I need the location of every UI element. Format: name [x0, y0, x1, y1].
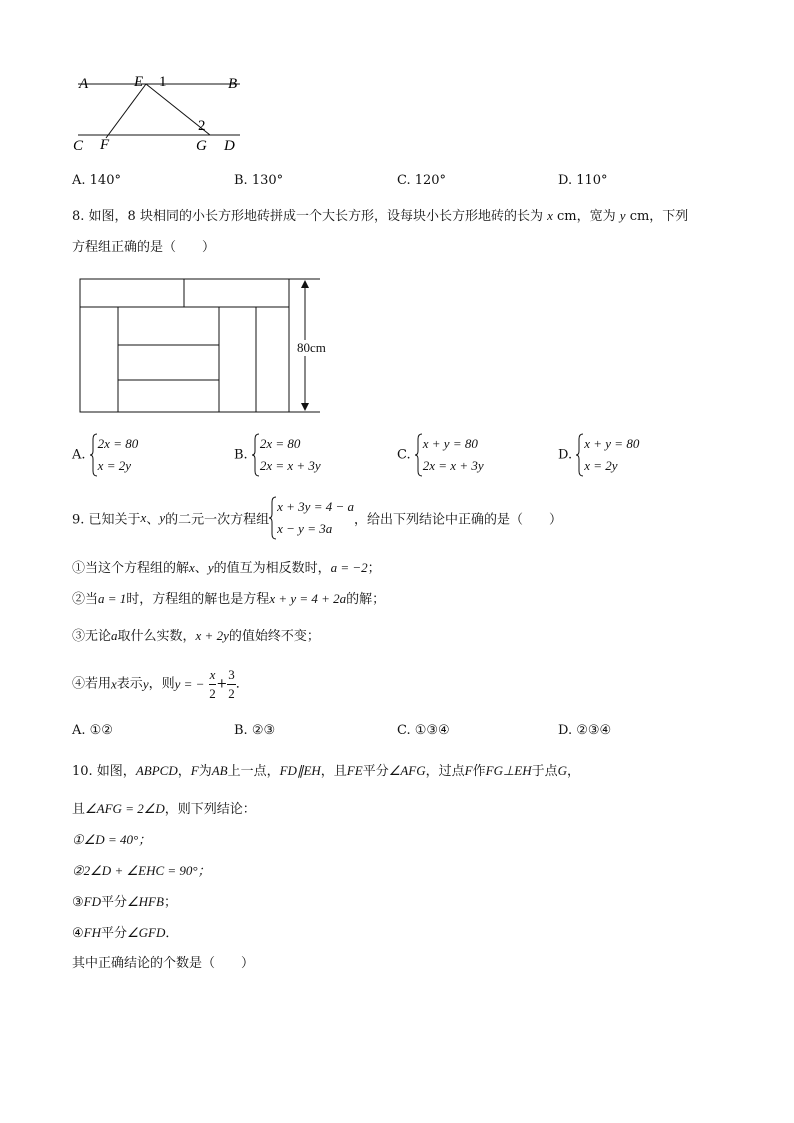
math: ∠GFD — [127, 925, 166, 940]
q9-option-d: D. ②③④ — [558, 723, 612, 738]
var-y: y — [619, 208, 626, 223]
q8-stem-line2: 方程组正确的是（ ） — [72, 240, 216, 255]
text: ， — [567, 764, 581, 779]
q10-conclusion-1: ①∠D = 40°； — [72, 832, 152, 847]
q9-text: 、 — [146, 512, 160, 528]
equation: x + 3y = 4 − a — [277, 499, 354, 514]
var-y: y — [159, 510, 166, 525]
option-letter: A. — [72, 447, 86, 463]
math: FE — [346, 763, 363, 778]
text: 的值始终不变； — [228, 629, 320, 644]
label-e: E — [134, 74, 144, 90]
q9-statement-3 — [72, 625, 320, 644]
var-x: x — [111, 676, 117, 692]
math: a = −2 — [330, 560, 368, 575]
text: ④ — [72, 926, 84, 941]
label-a: A — [79, 76, 89, 92]
q9-stem — [72, 496, 562, 540]
q9-text: 的二元一次方程组 — [165, 512, 270, 528]
text: ， — [177, 764, 191, 779]
q8-figure — [78, 276, 328, 416]
math: ∠AFG = 2∠D — [85, 801, 165, 816]
numerator: 3 — [227, 666, 236, 685]
math: F — [464, 763, 473, 778]
option-letter: B. — [234, 447, 248, 463]
q8-text: 8. 如图，8 块相同的小长方形地砖拼成一个大长方形，设每块小长方形地砖的长为 — [72, 209, 543, 224]
text: 、 — [194, 561, 208, 576]
math: ∠AFG — [388, 763, 426, 778]
option-letter: C. — [397, 447, 411, 463]
math: FG⊥EH — [485, 763, 532, 778]
text: 上一点， — [227, 764, 280, 779]
denominator: 2 — [228, 686, 235, 701]
var-x: x — [547, 208, 553, 223]
q9-option-b: B. ②③ — [234, 723, 276, 738]
math: AB — [135, 763, 152, 778]
fraction-3-over-2 — [227, 666, 236, 703]
text: ． — [165, 926, 179, 941]
var-x: x — [189, 560, 195, 575]
q8-stem-line1 — [72, 205, 688, 224]
q7-option-b: B. 130° — [234, 173, 284, 188]
q10-conclusion-2: ②2∠D + ∠EHC = 90°； — [72, 863, 211, 878]
label-b: B — [228, 76, 238, 92]
q10-question: 其中正确结论的个数是（ ） — [72, 956, 255, 971]
q9-system — [269, 496, 354, 540]
operator: + — [216, 676, 228, 692]
text: 于点 — [531, 764, 558, 779]
q8-dimension-label: 80cm — [297, 340, 326, 355]
q7-option-d: D. 110° — [558, 173, 608, 188]
text: ； — [367, 561, 381, 576]
math: a — [111, 628, 118, 643]
math: x + 2y — [195, 628, 229, 643]
equation: x = 2y — [97, 458, 131, 473]
math: P — [151, 763, 160, 778]
equation: 2x = x + 3y — [422, 458, 484, 473]
equation: 2x = 80 — [97, 436, 139, 451]
math: F — [190, 763, 199, 778]
text: 的值互为相反数时， — [213, 561, 331, 576]
q9-text: ，给出下列结论中正确的是（ ） — [354, 512, 563, 528]
math: G — [557, 763, 568, 778]
text: 表示 — [116, 676, 143, 692]
text: ； — [163, 895, 177, 910]
text: ． — [235, 676, 249, 692]
text: 时，方程组的解也是方程 — [126, 592, 270, 607]
var-x: x — [140, 510, 147, 525]
math: x + y = 4 + 2a — [269, 591, 347, 606]
equation: x − y = 3a — [277, 521, 333, 536]
text: ①当这个方程组的解 — [72, 561, 190, 576]
q10-conclusion-3 — [72, 891, 177, 910]
q9-text: 9. 已知关于 — [72, 512, 141, 528]
line-ef — [106, 84, 146, 138]
equation: x + y = 80 — [422, 436, 478, 451]
q7-option-c: C. 120° — [397, 173, 447, 188]
var-y: y — [207, 560, 214, 575]
text: 平分 — [101, 926, 128, 941]
q9-option-a: A. ①② — [72, 723, 113, 738]
q10-stem-line2 — [72, 798, 256, 817]
math: ∠HFB — [127, 894, 164, 909]
text: ④若用 — [72, 676, 112, 692]
q8-option-b — [234, 433, 321, 477]
option-letter: D. — [558, 447, 573, 463]
q8-option-d — [558, 433, 639, 477]
q8-option-a — [72, 433, 138, 477]
q9-statement-2 — [72, 588, 385, 607]
q10-stem-line1 — [72, 760, 580, 779]
text: ，则 — [148, 676, 175, 692]
math: CD — [159, 763, 178, 778]
equation: x + y = 80 — [584, 436, 640, 451]
label-f: F — [100, 137, 110, 153]
text: ，且 — [320, 764, 347, 779]
math: y = − — [174, 676, 205, 692]
numerator: x — [209, 666, 217, 685]
label-d: D — [224, 138, 235, 154]
denominator: 2 — [209, 686, 216, 701]
math: a = 1 — [98, 591, 127, 606]
q10-conclusion-4 — [72, 922, 178, 941]
q8-option-c — [397, 433, 484, 477]
label-2: 2 — [198, 118, 206, 134]
q7-option-a: A. 140° — [72, 173, 121, 188]
math: FD∥EH — [279, 763, 321, 778]
text: ③ — [72, 895, 84, 910]
text: 作 — [472, 764, 486, 779]
equation: 2x = 80 — [259, 436, 301, 451]
text: ③无论 — [72, 629, 112, 644]
text: 且 — [72, 802, 86, 817]
text: 取什么实数， — [117, 629, 196, 644]
text: 为 — [198, 764, 212, 779]
var-y: y — [142, 676, 149, 692]
text: 平分 — [362, 764, 389, 779]
label-c: C — [73, 138, 84, 154]
text: 10. 如图， — [72, 764, 136, 779]
q9-option-c: C. ①③④ — [397, 723, 450, 738]
q7-figure — [70, 68, 250, 158]
text: 平分 — [101, 895, 128, 910]
text: ，则下列结论： — [164, 802, 256, 817]
text: ，过点 — [425, 764, 465, 779]
text: ②当 — [72, 592, 99, 607]
q9-statement-4 — [72, 666, 249, 703]
label-g: G — [196, 138, 207, 154]
equation: x = 2y — [584, 458, 618, 473]
q8-text: cm，下列 — [629, 209, 689, 224]
math: FD — [83, 894, 101, 909]
text: 的解； — [346, 592, 386, 607]
q8-text: cm，宽为 — [557, 209, 616, 224]
q9-statement-1 — [72, 557, 381, 576]
math: AB — [211, 763, 228, 778]
math: FH — [83, 925, 101, 940]
label-1: 1 — [159, 74, 167, 90]
equation: 2x = x + 3y — [259, 458, 321, 473]
